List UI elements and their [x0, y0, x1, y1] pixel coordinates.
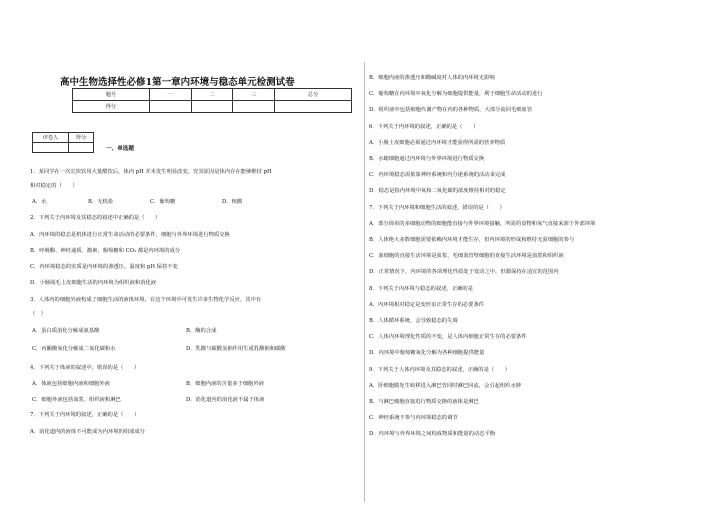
score-cell: [233, 101, 275, 113]
right-question-line: B．人体循环系统，会导致稳态的失调: [369, 318, 458, 324]
grader-empty-row: [33, 143, 94, 153]
exam-title: 高中生物选择性必修1第一章内环境与稳态单元检测试卷: [60, 77, 295, 88]
answer-option: D．乳酸与碳酸氢钠作用生成乳酸钠和碳酸: [186, 346, 286, 352]
left-question-line: A．内环境的稳态是机体进行正常生命活动的必要条件，细胞与外界环境进行物质交换: [30, 232, 230, 238]
left-question-line: （ ）: [30, 311, 46, 317]
score-table-score-row: [73, 101, 352, 113]
answer-option: D．消化道内的消化液不属于体液: [186, 397, 265, 403]
right-question-line: 7．下列关于内环境和细胞生活的叙述，错误的是（ ）: [369, 205, 505, 211]
grader-cell: [69, 143, 94, 153]
grader-table: [32, 132, 94, 153]
score-row-label: 得分: [73, 101, 150, 113]
left-question-line: 相对稳定的（ ）: [30, 183, 78, 189]
right-question-line: 6．下列关于内环境的叙述，正确的是（ ）: [369, 124, 479, 130]
right-question-line: A．部分简单的多细胞动物的细胞能直接与外界环境接触，所需的食物和氧气直接来源于外部环境: [369, 221, 596, 227]
answer-option: C．葡萄糖: [150, 199, 176, 205]
score-cell: [275, 101, 352, 113]
grader-header-cell: 评卷人: [33, 133, 69, 143]
right-question-line: C．葡萄糖在内环境中氧化分解为细胞提供能量，利于细胞生命活动的进行: [369, 91, 543, 97]
answer-option: B．无机盐: [88, 199, 114, 205]
score-cell: [149, 101, 191, 113]
right-question-line: C．神经系统不参与内环境稳态的调节: [369, 415, 458, 421]
right-question-line: A．小肠上皮细胞必须通过内环境才能获得所需的营养物质: [369, 140, 506, 146]
answer-option: A．蛋白质消化分解成氨基酸: [32, 328, 100, 334]
right-question-line: A．肝细胞膜发生转移进入淋巴管同时淋巴回流，会引起组织水肿: [369, 383, 522, 389]
answer-option: A．体液包括细胞内液和细胞外液: [32, 381, 110, 387]
grader-cell: [33, 143, 69, 153]
score-header-cell: 总分: [275, 89, 352, 101]
left-question-line: B．呼吸酶、神经递质、激素、葡萄糖和 CO₂ 都是内环境的成分: [30, 248, 181, 254]
right-question-line: D．正常情况下，内环境的各项理化性质处于变动之中，但都保持在适宜的范围内: [369, 269, 559, 275]
score-header-cell: 题号: [73, 89, 150, 101]
right-question-line: C．血细胞的直接生活环境是血浆，毛细血管壁细胞的直接生活环境是血浆和组织液: [369, 253, 564, 259]
right-question-line: D．组织液中包括细胞代谢产物在内的各种物质，大部分流回毛细血管: [369, 107, 533, 113]
answer-option: D．核酸: [222, 199, 243, 205]
left-question-line: 4．下列关于体液的叙述中，错误的是（ ）: [30, 365, 140, 371]
left-question-line: 2．下列关于内环境及其稳态的叙述中正确的是（ ）: [30, 215, 161, 221]
section-heading: 一、单选题: [106, 146, 134, 152]
left-question-line: 3．人体内的细胞外液构成了细胞生活的液体环境，在这个环境中可发生许多生物化学反应，其中有: [30, 297, 262, 303]
answer-option: C．细胞外液包括血浆、组织液和淋巴: [32, 397, 121, 403]
right-question-line: 9．下列关于人体内环境及其稳态的叙述，正确的是（ ）: [369, 367, 511, 373]
right-question-line: D．内环境中葡萄糖氧化分解为各种细胞提供能量: [369, 350, 485, 356]
answer-option: A．水: [32, 199, 47, 205]
grader-header-row: [33, 133, 94, 143]
score-header-cell: 一: [149, 89, 191, 101]
column-divider: [364, 62, 365, 502]
score-cell: [191, 101, 233, 113]
right-question-line: C．人体内环境理化性质的不变，是人体内细胞正常生存的必要条件: [369, 334, 527, 340]
right-question-line: B．与淋巴细胞直接进行物质交换的液体是淋巴: [369, 399, 479, 405]
score-header-cell: 二: [191, 89, 233, 101]
right-question-line: A．内环境相对稳定是变形虫正常生存的必要条件: [369, 302, 485, 308]
left-question-line: C．内环境稳态的实质是内环境的渗透压、温度和 pH 保持不变: [30, 264, 178, 270]
answer-option: B．细胞内液的含量多于细胞外液: [186, 381, 265, 387]
right-question-line: 8．下列关于内环境与稳态的叙述，正确的是: [369, 286, 474, 292]
answer-option: C．丙酮酸氧化分解成二氧化碳和水: [32, 346, 116, 352]
score-header-cell: 三: [233, 89, 275, 101]
answer-option: B．酶的合成: [186, 328, 217, 334]
right-question-line: D．内环境与外界环境之间构成物质和能量的动态平衡: [369, 431, 496, 437]
right-question-line: C．内环境稳态需依靠神经系统和内分泌系统的活动来完成: [369, 172, 506, 178]
left-question-line: A．消化道内的液体不可能成为内环境的组成成分: [30, 429, 146, 435]
left-question-line: 1．某同学在一次长快饮用大量酷饮后，体内 pH 并未发生明显改变，究其原因是体内存在能够维持 pH: [30, 169, 272, 175]
score-table-header-row: [73, 89, 352, 101]
right-question-line: D．稳态是指内环境中氧和二氧化碳的浓度维持相对的稳定: [369, 188, 506, 194]
grader-header-cell: 得分: [69, 133, 94, 143]
left-question-line: 7．下列关于内环境的叙述，正确的是（ ）: [30, 412, 140, 418]
score-table: [72, 88, 352, 113]
right-question-line: B．水螅细胞通过内环境与外界环境进行物质交换: [369, 156, 485, 162]
right-question-line: B．人体绝大多数细胞需要依赖内环境才能生存，但内环境的形成和维持无需细胞的参与: [369, 237, 575, 243]
left-question-line: D．小肠绒毛上皮细胞生活的内环境为组织液和消化液: [30, 280, 157, 286]
right-question-line: B．细胞内液的渗透压和酸碱度对人体的内环境无影响: [369, 75, 495, 81]
